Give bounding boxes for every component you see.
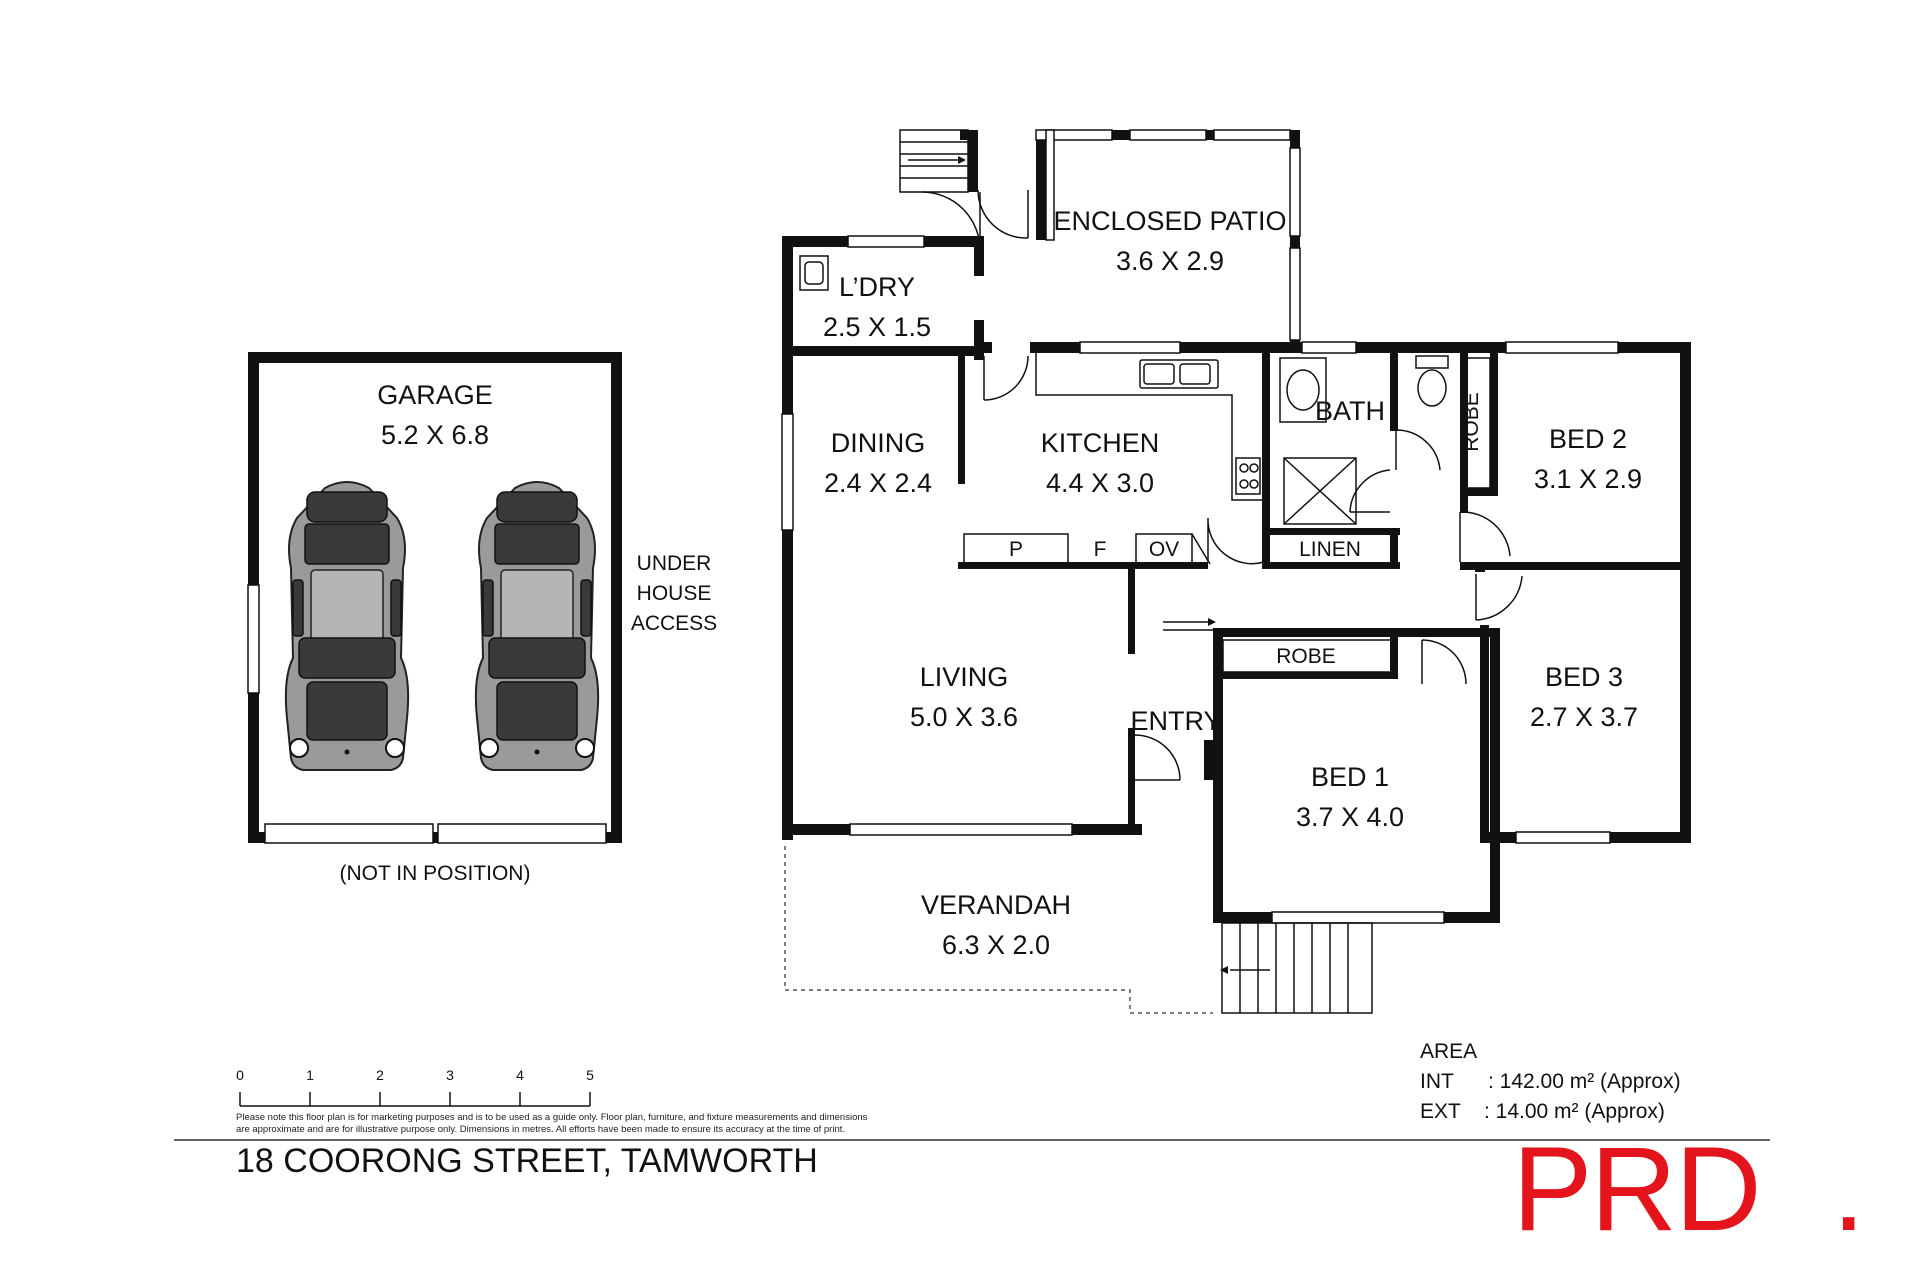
oven-label: OV	[1148, 538, 1180, 561]
disclaimer-line: Please note this floor plan is for marketing purposes and is to be used as a guide only. Floor plan, furniture, and fixture measurements and dimensions	[236, 1112, 868, 1123]
garage-position-note: (NOT IN POSITION)	[339, 862, 531, 885]
scale-tick-label: 1	[306, 1067, 314, 1083]
bed2-size: 3.1 X 2.9	[1533, 464, 1643, 494]
patio-size: 3.6 X 2.9	[1115, 246, 1225, 276]
bed1-size: 3.7 X 4.0	[1295, 802, 1405, 832]
area-ext-value: : 14.00 m² (Approx)	[1484, 1100, 1665, 1123]
area-title: AREA	[1420, 1040, 1478, 1063]
robe-bed1-label: ROBE	[1276, 645, 1336, 668]
area-int-value: : 142.00 m² (Approx)	[1488, 1070, 1681, 1093]
house-walls	[782, 130, 1691, 923]
garage	[248, 352, 622, 885]
verandah-size: 6.3 X 2.0	[941, 930, 1051, 960]
kitchen-size: 4.4 X 3.0	[1045, 468, 1155, 498]
dining-size: 2.4 X 2.4	[823, 468, 933, 498]
bed3-size: 2.7 X 3.7	[1529, 702, 1639, 732]
scale-tick-label: 2	[376, 1067, 384, 1083]
kitchen-fixtures	[964, 353, 1262, 564]
garage-name: GARAGE	[377, 380, 493, 410]
disclaimer-line: are approximate and are for illustrative purpose only. Dimensions in metres. All efforts have been made to ensure its accuracy at the time of print.	[236, 1124, 846, 1135]
scale-tick-label: 3	[446, 1067, 454, 1083]
garage-door-left	[265, 824, 433, 843]
under-house-access-note	[631, 552, 717, 635]
toilet-icon	[1416, 356, 1448, 368]
laundry-size: 2.5 X 1.5	[822, 312, 932, 342]
dining-name: DINING	[830, 428, 926, 458]
car-icon	[476, 482, 598, 770]
robe-bed2-label: ROBE	[1460, 392, 1483, 452]
garage-size: 5.2 X 6.8	[380, 420, 490, 450]
scale-tick-label: 4	[516, 1067, 524, 1083]
pantry-label: P	[1008, 538, 1024, 561]
room-labels	[823, 206, 1642, 960]
bed1-name: BED 1	[1310, 762, 1390, 792]
kitchen-name: KITCHEN	[1040, 428, 1160, 458]
laundry-name: L’DRY	[838, 272, 916, 302]
living-name: LIVING	[919, 662, 1009, 692]
bed2-name: BED 2	[1548, 424, 1628, 454]
cooktop-icon	[1236, 458, 1260, 494]
scale-bar	[236, 1067, 594, 1106]
prd-logo	[1512, 1122, 1863, 1256]
scale-tick-label: 5	[586, 1067, 594, 1083]
svg-text:UNDER: UNDER	[636, 552, 712, 575]
living-size: 5.0 X 3.6	[909, 702, 1019, 732]
area-ext-label: EXT	[1420, 1100, 1461, 1123]
garage-door-right	[438, 824, 606, 843]
area-int-label: INT	[1420, 1070, 1454, 1093]
svg-text:.: .	[1832, 1122, 1864, 1256]
svg-text:ACCESS: ACCESS	[630, 612, 718, 635]
svg-text:PRD: PRD	[1512, 1122, 1760, 1256]
car-icon	[286, 482, 408, 770]
svg-text:HOUSE: HOUSE	[636, 582, 712, 605]
property-address: 18 COORONG STREET, TAMWORTH	[236, 1142, 818, 1180]
bath-fixtures	[1280, 356, 1448, 524]
verandah-name: VERANDAH	[920, 890, 1072, 920]
area-summary	[1420, 1040, 1681, 1123]
fridge-label: F	[1093, 538, 1107, 561]
laundry-tub-icon	[800, 256, 828, 290]
garage-window	[248, 585, 259, 693]
scale-tick-label: 0	[236, 1067, 244, 1083]
bath-name: BATH	[1314, 396, 1386, 426]
entry-name: ENTRY	[1130, 706, 1222, 736]
patio-name: ENCLOSED PATIO	[1053, 206, 1287, 236]
linen-label: LINEN	[1299, 538, 1361, 561]
bed3-name: BED 3	[1544, 662, 1624, 692]
